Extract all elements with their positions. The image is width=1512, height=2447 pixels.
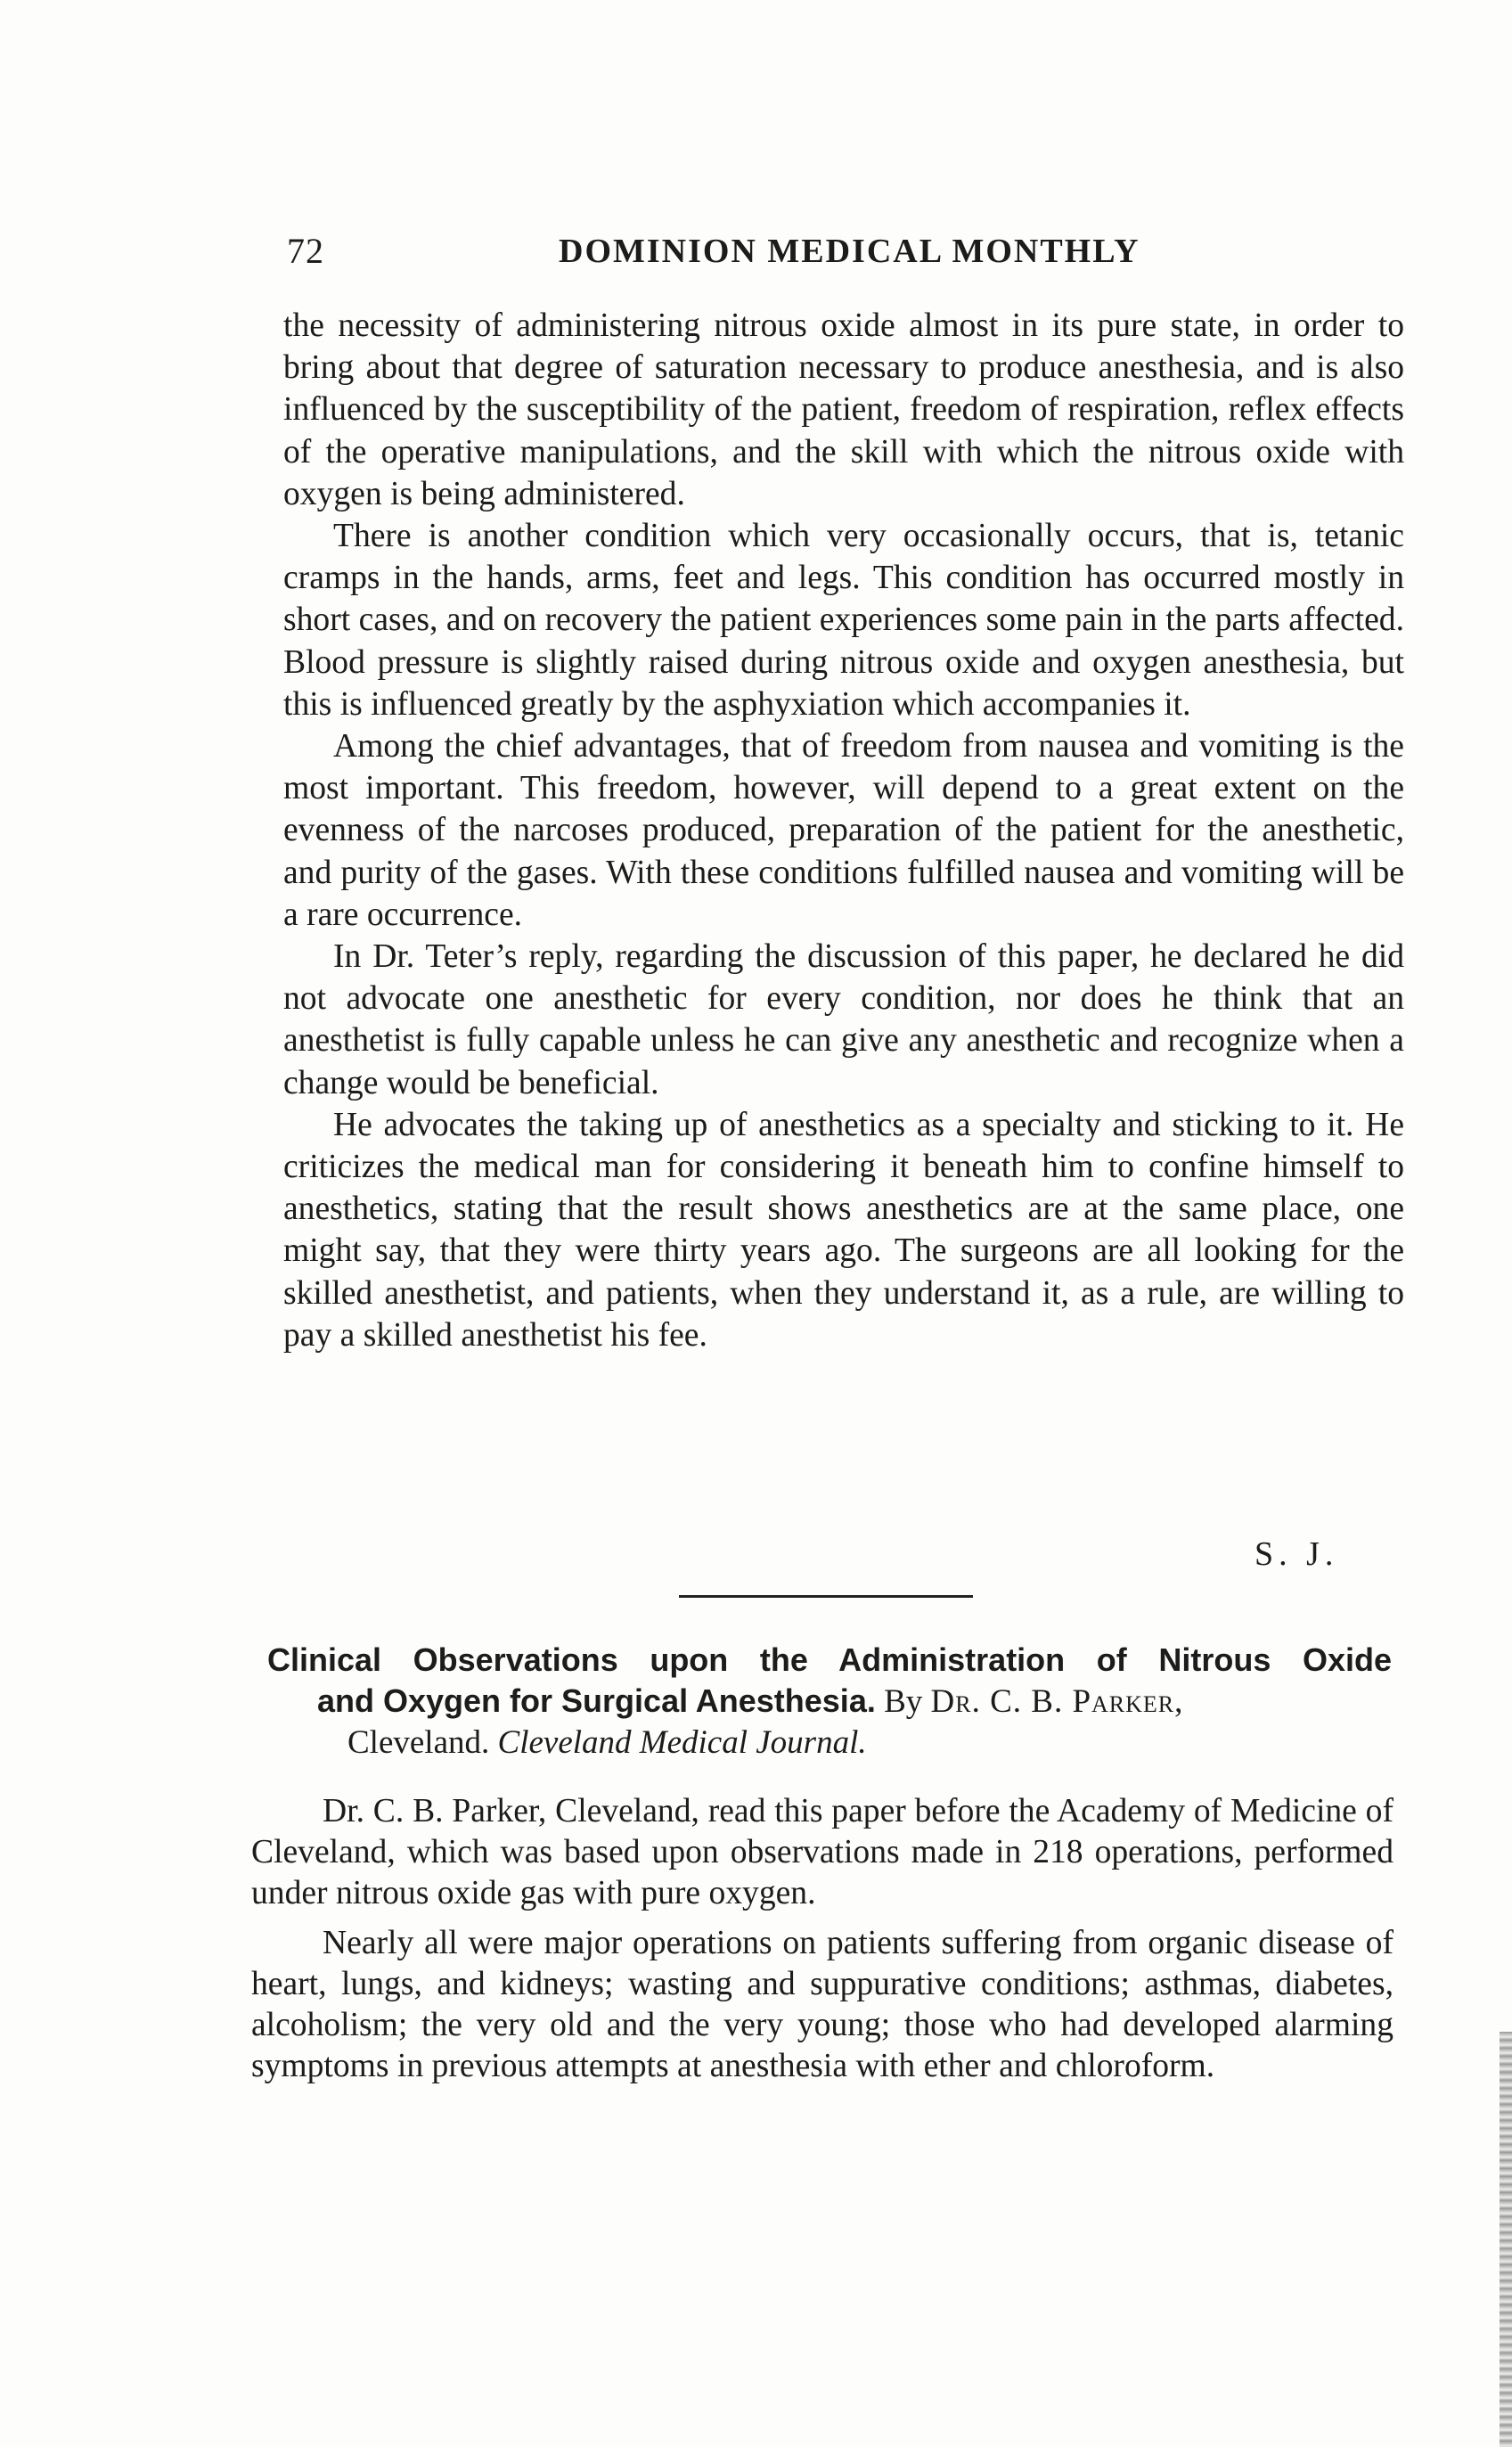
article-source-line <box>267 1723 1392 1764</box>
author-initials: S. J. <box>1255 1535 1339 1573</box>
paragraph: He advocates the taking up of anesthetics as a specialty and sticking to it. He criticizes the medical man for considering it beneath him to confine himself to anesthetics, stating that the result shows anesthetics are at the same place, one might say, that they were thirty years ago. The surgeons are all looking for the skilled anesthetist, and patients, when they understand it, as a rule, are willing to pay a skilled anesthetist his fee. <box>283 1106 1404 1354</box>
running-head <box>287 230 1401 283</box>
paragraph: the necessity of administering nitrous oxide almost in its pure state, in order to bring about that degree of saturation necessary to produce anesthesia, and is also influenced by the susceptibility of the patient, freedom of respiration, reflex effects of the operative manipulations, and the skill with which the nitrous oxide with oxygen is being administered. <box>283 307 1404 512</box>
previous-article-text <box>283 305 1404 1356</box>
paragraph: Nearly all were major operations on patients suffering from organic disease of heart, lungs, and kidneys; wasting and suppurative conditions; asthmas, diabetes, alcoholism; the very old and the very young; those who had developed alarming symptoms in previous attempts at anesthesia with ether and chloroform. <box>251 1925 1393 2084</box>
article-body <box>251 1791 1393 2096</box>
paragraph: Dr. C. B. Parker, Cleveland, read this paper before the Academy of Medicine of Cleveland, which was based upon observations made in 218 operations, performed under nitrous oxide gas with pure oxygen. <box>251 1793 1393 1911</box>
paragraph: There is another condition which very occasionally occurs, that is, tetanic cramps in the hands, arms, feet and legs. This condition has occurred mostly in short cases, and on recovery the patient experiences some pain in the parts affected. Blood pressure is slightly raised during nitrous oxide and oxygen anesthesia, but this is influenced greatly by the asphyxiation which accompanies it. <box>283 518 1404 723</box>
source-journal: Cleveland Medical Journal. <box>497 1724 867 1761</box>
byline-prefix: By <box>884 1683 923 1720</box>
scan-edge-artifact <box>1500 2032 1512 2447</box>
paragraph: Among the chief advantages, that of freedom from nausea and vomiting is the most important. This freedom, however, will depend to a great extent on the evenness of the narcoses produced, preparation of the patient for the anesthetic, and purity of the gases. With these conditions fulfilled nausea and vomiting will be a rare occurrence. <box>283 728 1404 933</box>
author-location: Cleveland. <box>347 1724 490 1761</box>
page-number: 72 <box>287 231 324 271</box>
journal-title: DOMINION MEDICAL MONTHLY <box>559 233 1140 270</box>
article-title-line-2: and Oxygen for Surgical Anesthesia. <box>317 1682 876 1719</box>
author-name: Dr. C. B. Parker, <box>930 1683 1184 1720</box>
article-title-line-2-with-byline <box>267 1681 1392 1723</box>
section-divider <box>679 1595 973 1598</box>
paragraph: In Dr. Teter’s reply, regarding the discussion of this paper, he declared he did not advocate one anesthetic for every condition, nor does he think that an anesthetist is fully capable unless he can give any anesthetic and recognize when a change would be beneficial. <box>283 938 1404 1101</box>
article-heading <box>267 1640 1392 1764</box>
article-title-line-1: Clinical Observations upon the Administration of Nitrous Oxide <box>267 1641 1392 1678</box>
